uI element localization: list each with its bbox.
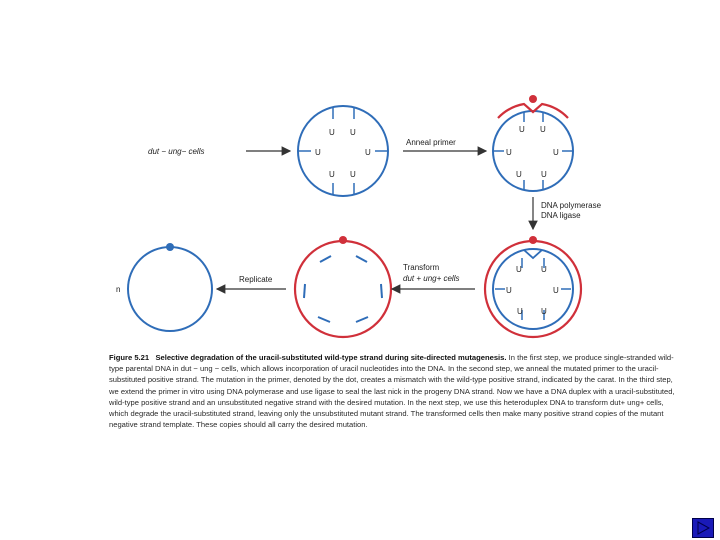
caption-body: In the first step, we produce single-stranded wild-type parental DNA in dut − ung − cells, which allows incorporation of uracil nucleotides into the DNA. In the second step, we anneal the mutated primer to the uracil-substituted positive strand. The mutation in the primer, denoted by the dot, creates a mismatch with the wild-type positive strand, indicated by the carat. In the third step, we extend the primer in vitro using DNA polymerase and use ligase to seal the last nick in the progeny DNA strand. Now we have a DNA duplex with a uracil-substituted, wild-type positive strand and an unsubstituted negative strand with the desired mutation. In the next step, we use this heteroduplex DNA to transform dut+ ung+ cells, which degrade the uracil-substituted strand, leaving only the unsubstituted mutant strand. The transformed cells then make many positive strand copies of the mutant negative strand template. These copies should all carry the desired mutation. xyxy=(109,353,675,430)
circle-step4 xyxy=(295,236,391,337)
mutation-dot xyxy=(529,236,537,244)
label-dna-polymerase: DNA polymerase xyxy=(541,201,602,210)
uracil-label: U xyxy=(329,128,335,137)
uracil-label: U xyxy=(506,286,512,295)
uracil-label: U xyxy=(541,307,547,316)
mutation-dot xyxy=(339,236,347,244)
label-transform: Transform xyxy=(403,263,440,272)
mutation-dot xyxy=(166,243,174,251)
label-dut-ung-plus-cells: dut + ung+ cells xyxy=(403,274,460,283)
uracil-label: U xyxy=(519,125,525,134)
uracil-label: U xyxy=(540,125,546,134)
uracil-label: U xyxy=(365,148,371,157)
uracil-label: U xyxy=(553,148,559,157)
label-anneal-primer: Anneal primer xyxy=(406,138,456,147)
arrows xyxy=(217,151,533,289)
uracil-label: U xyxy=(350,170,356,179)
figure-number: Figure 5.21 xyxy=(109,353,150,362)
figure-caption xyxy=(109,352,675,430)
uracil-label: U xyxy=(541,265,547,274)
uracil-label: U xyxy=(506,148,512,157)
circle-step3 xyxy=(485,236,581,337)
play-arrow-icon xyxy=(696,521,710,535)
label-dut-ung-minus-cells: dut − ung− cells xyxy=(148,147,205,156)
circle-step1 xyxy=(298,106,388,196)
label-replicate: Replicate xyxy=(239,275,273,284)
stray-label-n: n xyxy=(116,285,121,294)
uracil-label: U xyxy=(350,128,356,137)
degraded-fragments xyxy=(304,256,382,322)
uracil-label: U xyxy=(329,170,335,179)
caption-title: Selective degradation of the uracil-substituted wild-type strand during site-directed mutagenesis. xyxy=(155,353,507,362)
next-slide-button[interactable] xyxy=(692,518,714,538)
mutation-dot xyxy=(529,95,537,103)
uracil-label: U xyxy=(541,170,547,179)
uracil-label: U xyxy=(553,286,559,295)
uracil-ticks-1 xyxy=(299,107,387,195)
circle-step2 xyxy=(493,95,573,191)
uracil-label: U xyxy=(516,170,522,179)
circle-step5 xyxy=(128,243,212,331)
label-dna-ligase: DNA ligase xyxy=(541,211,581,220)
uracil-label: U xyxy=(516,265,522,274)
uracil-label: U xyxy=(517,307,523,316)
uracil-label: U xyxy=(315,148,321,157)
